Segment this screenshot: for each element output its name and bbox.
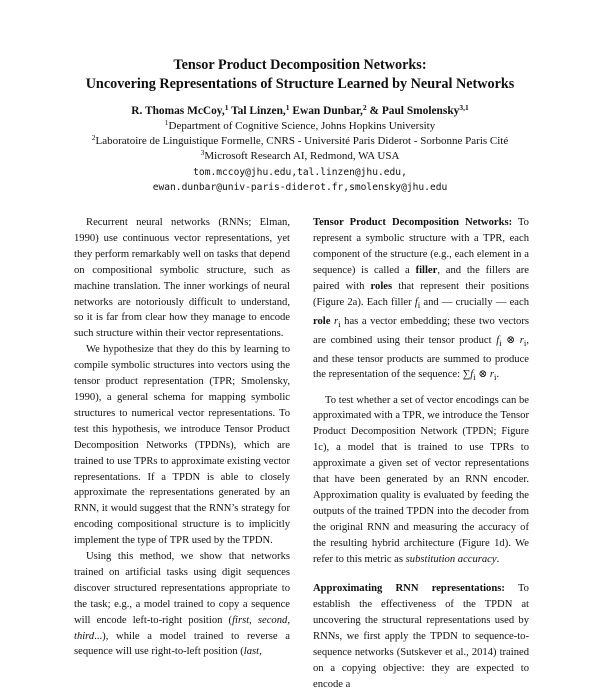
math-var: f <box>496 334 500 346</box>
section-heading: Approximating RNN representations: <box>313 583 505 595</box>
paragraph-method <box>74 549 290 660</box>
paper-title-line2: Uncovering Representations of Structure Learned by Neural Networks <box>85 76 515 92</box>
affiliation-2 <box>0 134 600 149</box>
math-subscript: i <box>417 299 421 310</box>
section-tpdn <box>313 215 529 387</box>
math-var: f <box>414 296 418 308</box>
author-affiliation-mark: 1 <box>285 103 290 112</box>
text-run: . <box>496 369 500 381</box>
bold-term: roles <box>370 280 393 292</box>
math-var: r <box>334 315 339 327</box>
author-emails-line2: ewan.dunbar@univ-paris-diderot.fr,smolensky@jhu.edu <box>152 182 448 193</box>
author-affiliation-mark: 2 <box>362 103 367 112</box>
paragraph-intro: Recurrent neural networks (RNNs; Elman, 1990) use continuous vector representations, yet they perform remarkably well on tasks that depend on compositional symbolic structure, such as machine translation. The inner workings of neural networks are notoriously difficult to understand, so it is far from clear how they manage to encode such structure within their vector representations. <box>74 217 290 340</box>
math-operator: ⊗ <box>501 334 520 346</box>
author-list <box>0 104 600 119</box>
author-name: R. Thomas McCoy, <box>131 105 225 117</box>
text-run: Using this method, we show that networks trained on artificial tasks using digit sequences discover structured representations appropriate to the task; e.g., a model trained to copy a sequence will encode left-to-right position ( <box>74 551 290 626</box>
text-run: . <box>496 553 500 565</box>
text-run: that represent their positions (Figure 2a). Each filler <box>313 280 529 308</box>
italic-text: last, <box>243 646 262 658</box>
affiliation-text: Department of Cognitive Science, Johns Hopkins University <box>168 120 436 132</box>
math-operator: ⊗ <box>475 369 490 381</box>
text-run: , and these tensor products are summed to produce the representation of the sequence: <box>313 334 529 381</box>
math-subscript: i <box>338 318 341 329</box>
paragraph-hypothesis: We hypothesize that they do this by learning to compile symbolic structures into vectors using the tensor product representation (TPR; Smolensky, 1990), a general schema for mapping symbolic structures to numerical vector representations. To test this hypothesis, we introduce Tensor Product Decomposition Networks (TPDNs), which are trained to use TPRs to approximate existing vector representations. If a TPDN is able to closely approximate the representations generated by an RNN, it would suggest that the RNN’s strategy for encoding compositional structure is to implicitly implement the type of TPR used by the TPDN. <box>74 344 290 547</box>
text-run: To test whether a set of vector encodings can be approximated with a TPR, we introduce the Tensor Product Decomposition Network (TPDN; Figure 1c), a model that is trained to use TPRs to approximate a given set of vector representations that have been generated by an RNN encoder. Approximation quality is evaluated by feeding the outputs of the trained TPDN into the decoder from the original RNN and measuring the accuracy of the resulting hybrid architecture (Figure 1d). We refer to this metric as <box>313 394 529 565</box>
math-subscript: i <box>523 337 527 348</box>
text-run: , and the fillers are paired with <box>313 264 529 292</box>
left-column <box>74 215 290 660</box>
text-run: has a vector embedding; these two vectors are combined using their tensor product <box>313 315 529 346</box>
author-name: Ewan Dunbar, <box>292 105 363 117</box>
paper-title-line1: Tensor Product Decomposition Networks: <box>173 57 427 73</box>
affiliation-number: 3 <box>200 148 205 157</box>
math-var: r <box>519 334 524 346</box>
affiliation-number: 2 <box>91 133 96 142</box>
section-heading: Tensor Product Decomposition Networks: <box>313 217 513 228</box>
author-affiliation-mark: 3,1 <box>459 103 469 112</box>
affiliation-text: Laboratoire de Linguistique Formelle, CNRS - Université Paris Diderot - Sorbonne Paris Cité <box>95 135 509 147</box>
math-subscript: i <box>499 337 502 348</box>
right-column <box>313 215 529 693</box>
section-approximating <box>313 581 529 692</box>
author-affiliation-mark: 1 <box>224 103 229 112</box>
math-var: f <box>470 369 474 381</box>
affiliation-1 <box>0 119 600 134</box>
math-sum: ∑ <box>462 369 471 381</box>
text-run: and — crucially — each <box>420 296 530 308</box>
bold-term: filler <box>415 264 438 276</box>
text-run: To establish the effectiveness of the TPDN at uncovering the structural representations used by RNNs, we first apply the TPDN to sequence-to-sequence networks (Sutskever et al., 2014) trained on a copying objective: they are expected to encode a <box>313 583 529 690</box>
italic-text: substitution accuracy <box>405 553 497 565</box>
affiliation-3 <box>0 149 600 164</box>
author-emails-line1: tom.mccoy@jhu.edu,tal.linzen@jhu.edu, <box>193 167 407 178</box>
text-run: To represent a symbolic structure with a TPR, each component of the structure (e.g., each element in a sequence) is called a <box>313 217 529 276</box>
author-name: Tal Linzen, <box>231 105 286 117</box>
math-subscript: i <box>494 372 497 383</box>
text-run: ...), while a model trained to reverse a sequence will use right-to-left position ( <box>74 630 290 658</box>
math-subscript: i <box>473 372 476 383</box>
bold-term: role <box>313 315 331 327</box>
italic-text: first, second, third <box>74 614 290 642</box>
math-var: r <box>489 369 495 381</box>
paragraph-tpdn-method <box>313 393 529 568</box>
author-name: & Paul Smolensky <box>369 105 460 117</box>
affiliation-text: Microsoft Research AI, Redmond, WA USA <box>204 150 400 162</box>
affiliation-number: 1 <box>164 118 169 127</box>
